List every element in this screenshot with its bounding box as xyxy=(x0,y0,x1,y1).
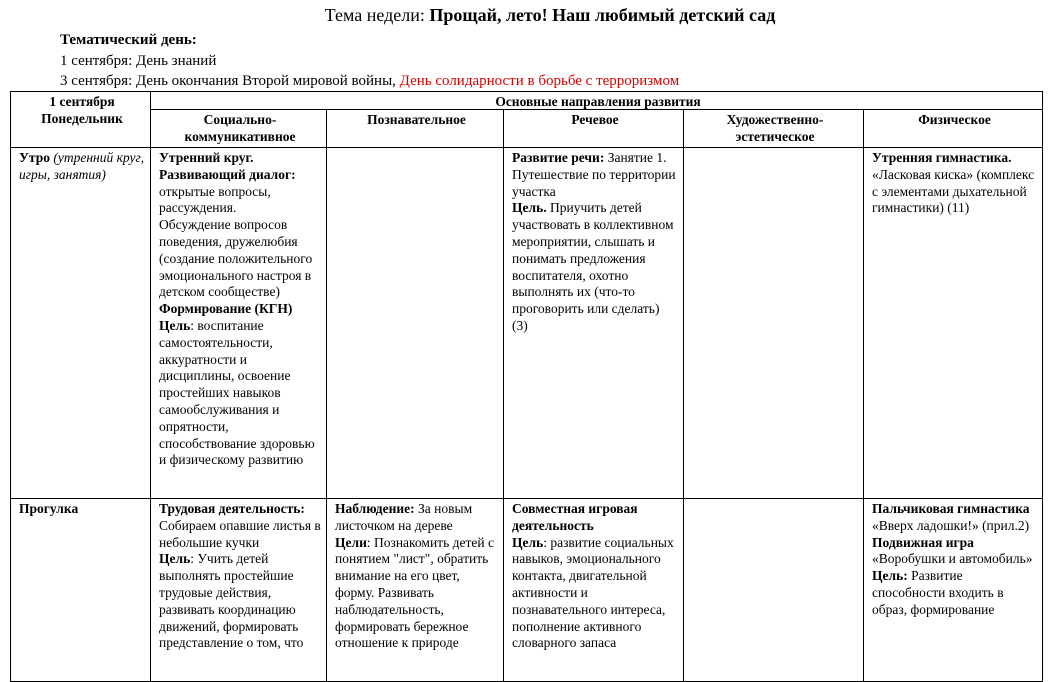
day-weekday: Понедельник xyxy=(41,110,123,126)
intro-line-2-text: 3 сентября: День окончания Второй мировой войны, xyxy=(60,73,396,89)
intro-line-1: 1 сентября: День знаний xyxy=(60,52,217,69)
walk-cognitive-goal xyxy=(335,535,498,653)
walk-physical-text-1: «Вверх ладошки!» (прил.2) xyxy=(872,517,1030,533)
morning-art-cell xyxy=(684,148,864,499)
walk-social-goal-text: : Учить детей выполнять простейшие трудовые действия, развивать координацию движений, формировать представление о том, что xyxy=(159,551,304,651)
intro-line-2 xyxy=(60,71,679,92)
intro-line-2-red: День солидарности в борьбе с терроризмом xyxy=(399,73,680,89)
day-date: 1 сентября xyxy=(49,94,115,109)
walk-speech-goal xyxy=(512,535,678,653)
weekly-plan-table xyxy=(10,91,1043,682)
header-row-2 xyxy=(11,110,1043,148)
day-header-cell xyxy=(11,92,151,148)
morning-speech-goal-label: Цель. xyxy=(512,200,547,216)
morning-speech-lesson xyxy=(512,150,678,200)
walk-speech-cell xyxy=(504,499,684,682)
morning-physical-heading: Утренняя гимнастика. xyxy=(872,150,1012,165)
title-prefix: Тема недели: xyxy=(324,5,425,25)
col-header-art: Художественно-эстетическое xyxy=(684,110,864,148)
walk-physical-cell xyxy=(864,499,1043,682)
morning-label-note: (утренний круг, игры, занятия) xyxy=(19,150,145,182)
morning-social-text-3: Обсуждение вопросов поведения, дружелюбия (создание положительного эмоционального настроя в детском сообществе) xyxy=(159,217,313,300)
walk-social-goal-label: Цель xyxy=(159,551,191,567)
walk-social-goal xyxy=(159,551,321,652)
intro-block xyxy=(60,30,679,92)
walk-cognitive-observation xyxy=(335,501,498,535)
title-main: Прощай, лето! Наш любимый детский сад xyxy=(429,5,776,25)
group-header: Основные направления развития xyxy=(151,92,1043,110)
walk-physical-heading-2: Подвижная игра xyxy=(872,534,974,550)
header-row-1 xyxy=(11,92,1043,110)
thematic-day-label: Тематический день: xyxy=(60,32,197,48)
morning-speech-cell xyxy=(504,148,684,499)
col-header-speech: Речевое xyxy=(504,110,684,148)
walk-cognitive-heading: Наблюдение: xyxy=(335,501,415,516)
walk-social-text: Собираем опавшие листья в небольшие кучки xyxy=(159,517,321,550)
morning-social-goal-label: Цель xyxy=(159,317,191,333)
morning-label-cell xyxy=(11,148,151,499)
morning-physical-text: «Ласковая киска» (комплекс с элементами дыхательной гимнастики) (11) xyxy=(872,166,1035,216)
walk-physical-goal-label: Цель: xyxy=(872,568,908,584)
morning-speech-heading: Развитие речи: xyxy=(512,150,605,165)
morning-social-heading-4: Формирование (КГН) xyxy=(159,301,293,317)
morning-social-heading-2: Развивающий диалог: xyxy=(159,166,296,182)
walk-social-heading: Трудовая деятельность: xyxy=(159,501,305,516)
morning-label: Утро xyxy=(19,150,50,165)
walk-speech-heading: Совместная игровая деятельность xyxy=(512,501,638,533)
morning-social-text-2: открытые вопросы, рассуждения. xyxy=(159,183,271,216)
morning-social-goal-text: : воспитание самостоятельности, аккуратности и дисциплины, освоение простейших навыков самообслуживания и опрятности, способствование здоровью и физическому развитию xyxy=(159,317,315,468)
walk-cognitive-text: За новым листочком на дереве xyxy=(335,501,473,533)
walk-physical-goal xyxy=(872,568,1037,618)
walk-label-cell xyxy=(11,499,151,682)
walk-physical-goal-text: Развитие способности входить в образ, формирование xyxy=(872,568,1004,617)
morning-cognitive-cell xyxy=(327,148,504,499)
walk-cognitive-cell xyxy=(327,499,504,682)
walk-speech-goal-text: : развитие социальных навыков, эмоционального контакта, двигательной активности и познавательного интереса, пополнение активного словарного запаса xyxy=(512,534,674,651)
walk-cognitive-goal-text: : Познакомить детей с понятием "лист", обратить внимание на его цвет, форму. Развивать наблюдательность, формировать бережное отношение к природе xyxy=(335,534,494,651)
walk-cognitive-goal-label: Цели xyxy=(335,534,367,550)
col-header-social: Социально-коммуникативное xyxy=(151,110,327,148)
walk-speech-goal-label: Цель xyxy=(512,534,544,550)
walk-physical-heading-1: Пальчиковая гимнастика xyxy=(872,501,1030,516)
row-walk xyxy=(11,499,1043,682)
morning-social-goal xyxy=(159,318,321,469)
walk-physical-text-2: «Воробушки и автомобиль» xyxy=(872,551,1033,567)
col-header-physical: Физическое xyxy=(864,110,1043,148)
row-morning xyxy=(11,148,1043,499)
page-title xyxy=(0,4,1049,26)
morning-social-cell xyxy=(151,148,327,499)
morning-speech-goal xyxy=(512,200,678,334)
walk-label: Прогулка xyxy=(19,501,79,516)
morning-speech-lesson-text: Занятие 1. Путешествие по территории участка xyxy=(512,150,676,199)
walk-art-cell xyxy=(684,499,864,682)
morning-physical-cell xyxy=(864,148,1043,499)
morning-speech-goal-text: Приучить детей участвовать в коллективном мероприятии, слышать и понимать предложения воспитателя, охотно выполнять их (что-то проговорить или сделать) (3) xyxy=(512,200,674,333)
col-header-cognitive: Познавательное xyxy=(327,110,504,148)
walk-social-cell xyxy=(151,499,327,682)
morning-social-heading-1: Утренний круг. xyxy=(159,150,254,165)
